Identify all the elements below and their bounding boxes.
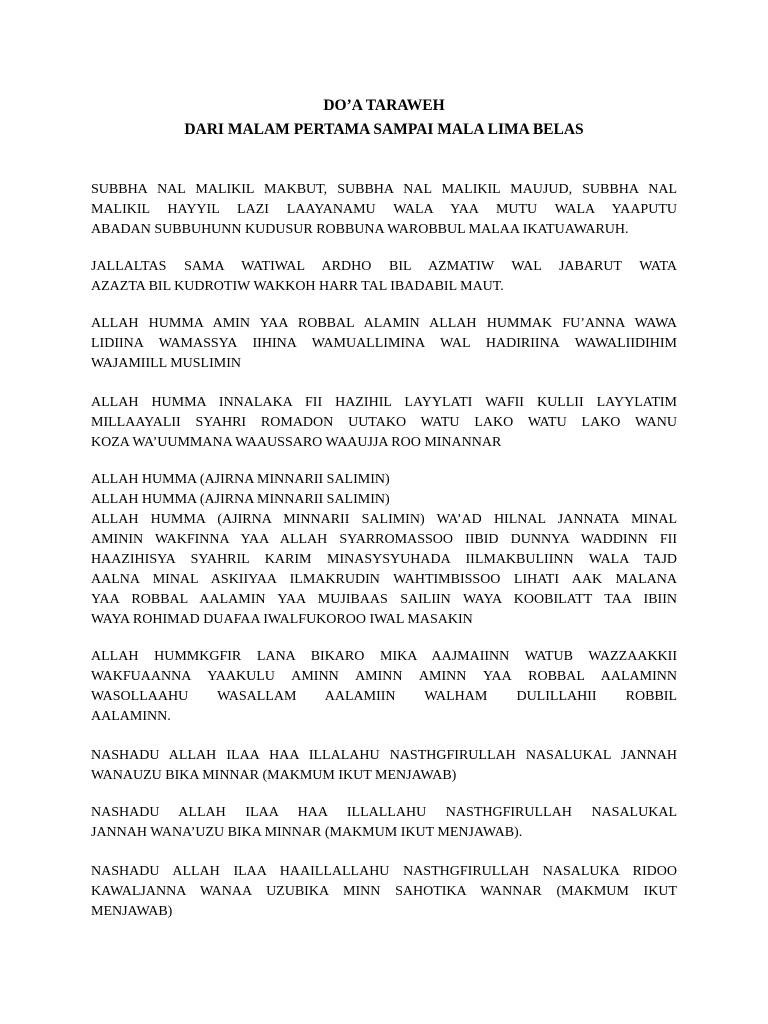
paragraph [91,180,677,240]
title-line-1: DO’A TARAWEH [323,97,445,114]
text-line: AMININ WAKFINNA YAA ALLAH SYARROMASSOO IIBID DUNNYA WADDINN FII [91,532,677,547]
text-line: ALLAH HUMMKGFIR LANA BIKARO MIKA AAJMAIINN WATUB WAZZAAKKII [91,649,677,664]
paragraph [91,647,677,727]
text-line: ALLAH HUMMA AMIN YAA ROBBAL ALAMIN ALLAH HUMMAK FU’ANNA WAWA [91,316,677,331]
text-line: KOZA WA’UUMMANA WAAUSSARO WAAUJJA ROO MINANNAR [91,435,502,450]
document-body [91,180,677,922]
text-line: JANNAH WANA’UZU BIKA MINNAR (MAKMUM IKUT MENJAWAB). [91,825,523,840]
text-line: AALNA MINAL ASKIIYAA ILMAKRUDIN WAHTIMBISSOO LIHATI AAK MALANA [91,572,677,587]
paragraph [91,314,677,374]
title-line-2: DARI MALAM PERTAMA SAMPAI MALA LIMA BELAS [184,121,584,138]
document-title [0,94,768,142]
text-line: KAWALJANNA WANAA UZUBIKA MINN SAHOTIKA WANNAR (MAKMUM IKUT [91,884,677,899]
text-line: AZAZTA BIL KUDROTIW WAKKOH HARR TAL IBADABIL MAUT. [91,279,504,294]
text-line: WAJAMIILL MUSLIMIN [91,356,241,371]
text-line: MILLAAYALII SYAHRI ROMADON UUTAKO WATU LAKO WATU LAKO WANU [91,415,677,430]
paragraph [91,862,677,922]
text-line: WANAUZU BIKA MINNAR (MAKMUM IKUT MENJAWAB) [91,768,457,783]
text-line: HAAZIHISYA SYAHRIL KARIM MINASYSYUHADA IILMAKBULIINN WALA TAJD [91,552,677,567]
text-line: WASOLLAAHU WASALLAM AALAMIIN WALHAM DULILLAHII ROBBIL [91,689,677,704]
text-line: JALLALTAS SAMA WATIWAL ARDHO BIL AZMATIW WAL JABARUT WATA [91,259,677,274]
text-line: MENJAWAB) [91,904,173,919]
text-line: NASHADU ALLAH ILAA HAA ILLALAHU NASTHGFIRULLAH NASALUKAL JANNAH [91,748,677,763]
text-line: AALAMINN. [91,709,171,724]
text-line: SUBBHA NAL MALIKIL MAKBUT, SUBBHA NAL MALIKIL MAUJUD, SUBBHA NAL [91,182,677,197]
text-line: MALIKIL HAYYIL LAZI LAAYANAMU WALA YAA MUTU WALA YAAPUTU [91,202,677,217]
text-line: ALLAH HUMMA (AJIRNA MINNARII SALIMIN) WA’AD HILNAL JANNATA MINAL [91,512,677,527]
text-line: LIDIINA WAMASSYA IIHINA WAMUALLIMINA WAL HADIRIINA WAWALIIDIHIM [91,336,677,351]
paragraph [91,393,677,453]
paragraph [91,803,677,843]
text-line: ABADAN SUBBUHUNN KUDUSUR ROBBUNA WAROBBUL MALAA IKATUAWARUH. [91,222,629,237]
text-line: NASHADU ALLAH ILAA HAA ILLALLAHU NASTHGFIRULLAH NASALUKAL [91,805,677,820]
text-line: ALLAH HUMMA INNALAKA FII HAZIHIL LAYYLATI WAFII KULLII LAYYLATIM [91,395,677,410]
text-line: YAA ROBBAL AALAMIN YAA MUJIBAAS SAILIIN WAYA KOOBILATT TAA IBIIN [91,592,677,607]
text-line: ALLAH HUMMA (AJIRNA MINNARII SALIMIN) [91,492,390,507]
text-line: WAYA ROHIMAD DUAFAA IWALFUKOROO IWAL MASAKIN [91,612,473,627]
paragraph [91,257,677,297]
text-line: NASHADU ALLAH ILAA HAAILLALLAHU NASTHGFIRULLAH NASALUKA RIDOO [91,864,677,879]
text-line: WAKFUAANNA YAAKULU AMINN AMINN AMINN YAA ROBBAL AALAMINN [91,669,677,684]
paragraph [91,470,677,630]
paragraph [91,746,677,786]
text-line: ALLAH HUMMA (AJIRNA MINNARII SALIMIN) [91,472,390,487]
